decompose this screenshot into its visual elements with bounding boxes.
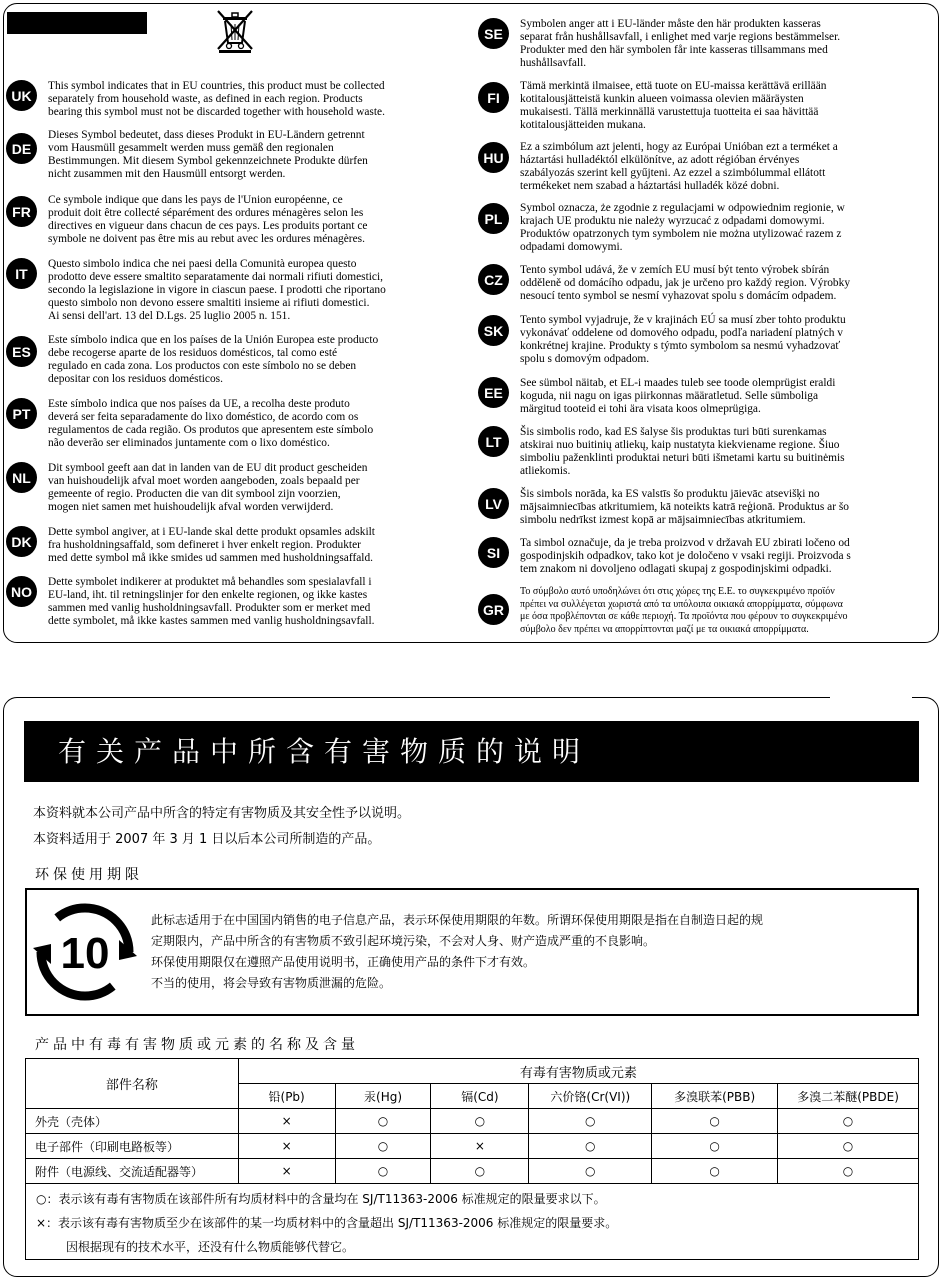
part-name-header: 部件名称 — [26, 1059, 239, 1109]
country-badge: EE — [478, 377, 509, 408]
country-badge: NL — [6, 462, 37, 493]
mark-cell: ○ — [529, 1134, 652, 1159]
weee-entry-text: Dit symbool geeft aan dat in landen van de EU dit product gescheiden van huishoudelijk afval moet worden aangeboden, zoals bepaald per gemeente of regio. Producten die van dit symbool zijn voorzien, mogen niet samen met huishoudelijk afval worden verwijderd. — [48, 462, 368, 513]
table-row — [26, 1159, 919, 1184]
country-badge: SE — [478, 18, 509, 49]
epup-10-year-logo — [33, 900, 137, 1004]
weee-entry-text: Ez a szimbólum azt jelenti, hogy az Európai Unióban ezt a terméket a háztartási hulladéktól elkülönítve, az adott régióban érvényes szabályozás szerint kell gyűjteni. Az ezzel a szimbólummal ellátott termékeket nem szabad a háztartási hulladék közé dobni. — [520, 141, 838, 192]
epup-line: 此标志适用于在中国国内销售的电子信息产品，表示环保使用期限的年数。所谓环保使用期限是指在自制造日起的规 — [151, 913, 764, 927]
note-cross: ×：表示该有毒有害物质至少在该部件的某一均质材料中的含量超出 SJ/T11363-2006 标准规定的限量要求。 — [36, 1216, 618, 1230]
weee-entry-text: Symbolen anger att i EU-länder måste den här produkten kasseras separat från hushållsavfall, i enlighet med varje regions bestämmelser. Produkter med den här symbolen får inte kasseras tillsammans med hushållsavfall. — [520, 18, 841, 69]
weee-entry-text: See sümbol näitab, et EL-i maades tuleb see toode olemprügist eraldi koguda, nii nagu on igas piirkonnas määratletud. Selle sümboliga märgitud tooteid ei tohi ära visata koos olmeprügiga. — [520, 377, 836, 415]
epup-box — [25, 888, 919, 1016]
country-badge: GR — [478, 594, 509, 625]
table-notes — [25, 1184, 919, 1260]
epup-description — [151, 910, 911, 994]
note-explanation: 因根据现有的技术水平，还没有什么物质能够代替它。 — [66, 1240, 355, 1254]
country-badge: LV — [478, 488, 509, 519]
country-badge: NO — [6, 576, 37, 607]
mark-cell: ○ — [652, 1159, 778, 1184]
mark-cell: × — [238, 1109, 335, 1134]
weee-entry-text: Questo simbolo indica che nei paesi della Comunità europea questo prodotto deve essere smaltito separatamente dai normali rifiuti domestici, secondo la legislazione in vigore in ciascun paese. I prodotti che riportano questo simbolo non devono essere smaltiti insieme ai rifiuti domestici. Ai sensi dell'art. 13 del D.Lgs. 25 luglio 2005 n. 151. — [48, 258, 386, 322]
column-header: 镉(Cd) — [431, 1084, 529, 1109]
weee-entry-text: Tämä merkintä ilmaisee, että tuote on EU-maissa kerättävä erillään kotitalousjätteistä kunkin alueen voimassa olevien määräysten mukaisesti. Tällä merkinnällä varustettuja tuotteita ei saa hävittää kotitalousjätteiden mukana. — [520, 80, 827, 131]
substance-group-header: 有毒有害物质或元素 — [238, 1059, 918, 1084]
weee-entry-text: Šis simbols norāda, ka ES valstīs šo produktu jāievāc atsevišķi no mājsaimniecības atkritumiem, kā noteikts katrā reģionā. Produktus ar šo simbolu nedrīkst izmest kopā ar mājsaimniecības atkritumiem. — [520, 488, 849, 526]
column-header: 汞(Hg) — [335, 1084, 431, 1109]
note-circle: ○：表示该有毒有害物质在该部件所有均质材料中的含量均在 SJ/T11363-2006 标准规定的限量要求以下。 — [36, 1192, 606, 1206]
country-badge: FI — [478, 82, 509, 113]
weee-entry-text: Dette symbolet indikerer at produktet må behandles som spesialavfall i EU-land, iht. til retningslinjer for den enkelte regionen, og ikke kastes sammen med vanlig husholdningsavfall. Produkter som er merket med dette symbolet, må ikke kastes sammen med vanlig husholdningsavfall. — [48, 576, 375, 627]
weee-entry-text: Este símbolo indica que en los países de la Unión Europea este producto debe recogerse aparte de los residuos domésticos, tal como esté regulado en cada zona. Los productos con este símbolo no se deben depositar con los residuos domésticos. — [48, 334, 379, 385]
weee-entry-text: Το σύμβολο αυτό υποδηλώνει ότι στις χώρες της Ε.Ε. το συγκεκριμένο προϊόν πρέπει να συλλέγεται χωριστά από τα υπόλοιπα οικιακά απορρίμματα, σύμφωνα με όσα προβλέπονται σε κάθε περιοχή. Τα προϊόντα που φέρουν το συγκεκριμένο σύμβολο δεν πρέπει να απορρίπτονται μαζί με τα οικιακά απορρίμματα. — [520, 586, 848, 635]
weee-entry-text: Tento symbol udává, že v zemích EU musí být tento výrobek sbírán odděleně od domácího odpadu, jak je určeno pro každý region. Výrobky nesoucí tento symbol se nesmí vyhazovat spolu s domácím odpadem. — [520, 264, 851, 302]
mark-cell: ○ — [431, 1159, 529, 1184]
mark-cell: × — [431, 1134, 529, 1159]
country-badge: PL — [478, 203, 509, 234]
mark-cell: × — [238, 1134, 335, 1159]
country-badge: SK — [478, 315, 509, 346]
table-row — [26, 1134, 919, 1159]
part-cell: 外壳（壳体） — [26, 1109, 239, 1134]
country-badge: IT — [6, 258, 37, 289]
part-cell: 电子部件（印刷电路板等） — [26, 1134, 239, 1159]
mark-cell: × — [238, 1159, 335, 1184]
intro-line-2: 本资料适用于 2007 年 3 月 1 日以后本公司所制造的产品。 — [33, 832, 381, 847]
weee-entry-text: Ce symbole indique que dans les pays de l'Union européenne, ce produit doit être collecté séparément des ordures ménagères selon les directives en vigueur dans chacun de ces pays. Les produits portant ce symbole ne doivent pas être mis au rebut avec les ordures ménagères. — [48, 194, 368, 245]
country-badge: DK — [6, 526, 37, 557]
epup-logo-number: 10 — [60, 929, 110, 978]
mark-cell: ○ — [652, 1109, 778, 1134]
epup-line: 环保使用期限仅在遵照产品使用说明书，正确使用产品的条件下才有效。 — [151, 955, 536, 969]
country-badge: HU — [478, 142, 509, 173]
country-badge: UK — [6, 80, 37, 111]
weee-entry-text: Ta simbol označuje, da je treba proizvod v državah EU zbirati ločeno od gospodinjskih odpadkov, tako kot je določeno v vsaki regiji. Proizvoda s tem znakom ni dovoljeno odlagati skupaj z gospodinjskimi odpadki. — [520, 537, 851, 575]
mark-cell: ○ — [529, 1159, 652, 1184]
mark-cell: ○ — [529, 1109, 652, 1134]
mark-cell: ○ — [335, 1134, 431, 1159]
column-header: 铅(Pb) — [238, 1084, 335, 1109]
country-badge: ES — [6, 336, 37, 367]
column-header: 多溴联苯(PBB) — [652, 1084, 778, 1109]
weee-entry-text: Dette symbol angiver, at i EU-lande skal dette produkt opsamles adskilt fra husholdningsaffald, som defineret i hver enkelt region. Produkter med dette symbol må ikke smides ud sammen med husholdningsaffald. — [48, 526, 375, 564]
hazardous-substances-table — [25, 1058, 919, 1184]
country-badge: PT — [6, 398, 37, 429]
mark-cell: ○ — [778, 1109, 919, 1134]
epup-heading: 环保使用期限 — [35, 867, 143, 883]
border-gap — [830, 693, 912, 701]
column-header: 多溴二苯醚(PBDE) — [778, 1084, 919, 1109]
table-row — [26, 1109, 919, 1134]
mark-cell: ○ — [431, 1109, 529, 1134]
weee-entry-text: Šis simbolis rodo, kad ES šalyse šis produktas turi būti surenkamas atskirai nuo buitinių atliekų, kaip nustatyta kiekviename regione. Šiuo simboliu paženklinti produktai neturi būti išmetami kartu su buitinėmis atliekomis. — [520, 426, 845, 477]
column-header: 六价铬(Cr(VI)) — [529, 1084, 652, 1109]
mark-cell: ○ — [335, 1159, 431, 1184]
part-cell: 附件（电源线、交流适配器等） — [26, 1159, 239, 1184]
country-badge: FR — [6, 196, 37, 227]
weee-entry-text: This symbol indicates that in EU countries, this product must be collected separately from household waste, as defined in each region. Products bearing this symbol must not be discarded together with household waste. — [48, 80, 385, 118]
mark-cell: ○ — [778, 1159, 919, 1184]
weee-entry-text: Este símbolo indica que nos países da UE, a recolha deste produto deverá ser feita separadamente do lixo doméstico, de acordo com os regulamentos de cada região. Os produtos que apresentem este símbolo não deverão ser eliminados juntamente com o lixo doméstico. — [48, 398, 374, 449]
black-label-bar — [7, 12, 147, 34]
weee-entry-text: Tento symbol vyjadruje, že v krajinách EÚ sa musí zber tohto produktu vykonávať oddelene od domového odpadu, podľa nariadení platných v konkrétnej krajine. Produkty s týmto symbolom sa nesmú vyhadzovať spolu s domovým odpadom. — [520, 314, 846, 365]
mark-cell: ○ — [778, 1134, 919, 1159]
mark-cell: ○ — [652, 1134, 778, 1159]
intro-line-1: 本资料就本公司产品中所含的特定有害物质及其安全性予以说明。 — [33, 806, 411, 821]
country-badge: SI — [478, 537, 509, 568]
mark-cell: ○ — [335, 1109, 431, 1134]
country-badge: LT — [478, 426, 509, 457]
country-badge: CZ — [478, 264, 509, 295]
rohs-title: 有关产品中所含有害物质的说明 — [24, 721, 919, 782]
epup-line: 不当的使用，将会导致有害物质泄漏的危险。 — [151, 976, 392, 990]
table-heading: 产品中有毒有害物质或元素的名称及含量 — [35, 1037, 359, 1053]
epup-line: 定期限内，产品中所含的有害物质不致引起环境污染，不会对人身、财产造成严重的不良影响。 — [151, 934, 656, 948]
weee-entry-text: Symbol oznacza, że zgodnie z regulacjami w odpowiednim regionie, w krajach UE produktu nie należy wyrzucać z odpadami domowymi. Produktów opatrzonych tym symbolem nie można utylizować razem z odpadami domowymi. — [520, 202, 845, 253]
country-badge: DE — [6, 133, 37, 164]
crossed-out-bin-icon — [213, 7, 257, 53]
weee-entry-text: Dieses Symbol bedeutet, dass dieses Produkt in EU-Ländern getrennt vom Hausmüll gesammelt werden muss gemäß den regionalen Bestimmungen. Mit diesem Symbol gekennzeichnete Produkte dürfen nicht zusammen mit den Hausmüll entsorgt werden. — [48, 129, 368, 180]
